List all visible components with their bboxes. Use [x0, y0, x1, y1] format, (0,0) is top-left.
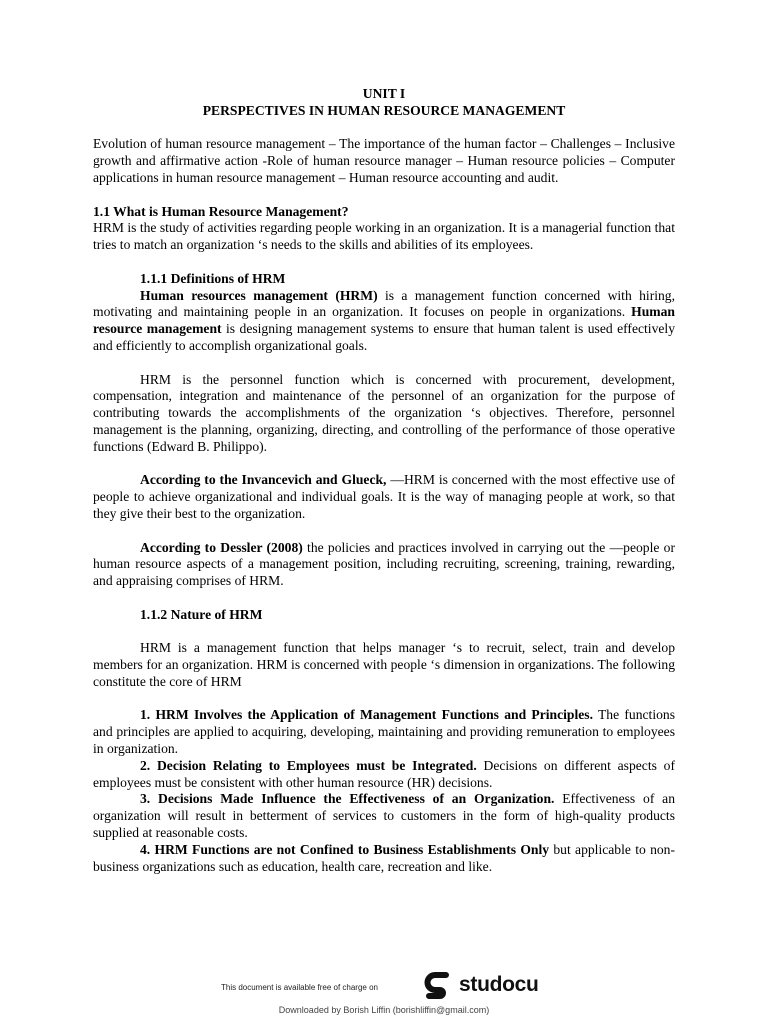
nature-item-2: 2. Decision Relating to Employees must be Integrated. Decisions on different aspects of employees must be consistent with other human resource (HR) decisions.	[93, 757, 675, 790]
download-note: Downloaded by Borish Liffin (borishliffin@gmail.com)	[278, 1005, 490, 1015]
footer	[0, 970, 768, 1024]
document-page	[93, 86, 675, 875]
page-title: PERSPECTIVES IN HUMAN RESOURCE MANAGEMENT	[202, 102, 566, 118]
unit-label: UNIT I	[362, 86, 406, 101]
section-1-1-1-heading: 1.1.1 Definitions of HRM	[140, 270, 286, 286]
definition-paragraph-1: Human resources management (HRM) is a management function concerned with hiring, motivating and maintaining people in an organization. It focuses on people in organizations. Human resource management is designing management systems to ensure that human talent is used effectively and efficiently to accomplish organizational goals.	[93, 287, 676, 353]
studocu-brand[interactable]: studocu	[459, 973, 539, 996]
section-1-1-2-heading: 1.1.2 Nature of HRM	[140, 606, 263, 622]
nature-item-3: 3. Decisions Made Influence the Effectiveness of an Organization. Effectiveness of an organization will result in betterment of services to customers in the form of high-quality products supplied at reasonable costs.	[93, 791, 675, 841]
intro-paragraph: Evolution of human resource management – The importance of the human factor – Challenges – Inclusive growth and affirmative action -Role of human resource manager – Human resource policies – Computer applications in human resource management – Human resource accounting and audit.	[93, 136, 675, 185]
definition-paragraph-2: HRM is the personnel function which is concerned with procurement, development, compensation, integration and maintenance of the personnel of an organization for the purpose of contributing towards the accomplishments of the organization ‘s objectives. Therefore, personnel management is the planning, organizing, directing, and controlling of the performance of those operative functions (Edward B. Philippo).	[93, 371, 675, 454]
section-1-1-text: HRM is the study of activities regarding people working in an organization. It is a managerial function that tries to match an organization ‘s needs to the skills and abilities of its employees.	[93, 220, 675, 253]
definition-paragraph-4: According to Dessler (2008) the policies and practices involved in carrying out the —people or human resource aspects of a management position, including recruiting, screening, training, rewarding, and appraising comprises of HRM.	[93, 539, 675, 589]
availability-note: This document is available free of charge on	[221, 983, 378, 992]
nature-item-1: 1. HRM Involves the Application of Management Functions and Principles. The functions and principles are applied to acquiring, developing, maintaining and providing remuneration to employees in organization.	[93, 707, 675, 757]
nature-item-4: 4. HRM Functions are not Confined to Business Establishments Only but applicable to non-business organizations such as education, health care, recreation and like.	[93, 841, 676, 874]
nature-paragraph: HRM is a management function that helps manager ‘s to recruit, select, train and develop members for an organization. HRM is concerned with people ‘s dimension in organizations. The following constitute the core of HRM	[93, 640, 675, 689]
definition-paragraph-3: According to the Invancevich and Glueck, —HRM is concerned with the most effective use of people to achieve organizational and individual goals. It is the way of managing people at work, so that they give their best to the organization.	[93, 472, 676, 521]
studocu-logo-icon[interactable]	[424, 972, 458, 1002]
section-1-1-heading: 1.1 What is Human Resource Management?	[93, 203, 349, 219]
